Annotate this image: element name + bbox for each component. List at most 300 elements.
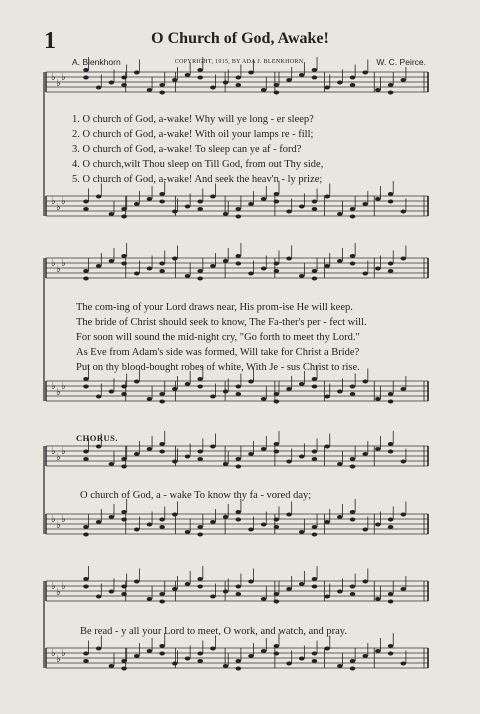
note-head	[286, 257, 292, 261]
note-head	[121, 392, 127, 396]
note-head	[299, 582, 305, 586]
note-head	[197, 207, 203, 211]
note-head	[159, 269, 165, 273]
note-head	[350, 392, 356, 396]
note-head	[83, 76, 89, 80]
note-head	[147, 197, 153, 201]
note-head	[197, 377, 203, 381]
note-head	[324, 195, 330, 199]
note-head	[172, 210, 178, 214]
note-head	[223, 81, 229, 85]
note-head	[388, 525, 394, 529]
note-head	[337, 462, 343, 466]
note-head	[121, 385, 127, 389]
note-head	[299, 73, 305, 77]
note-head	[121, 76, 127, 80]
note-head	[274, 83, 280, 87]
note-head	[375, 649, 381, 653]
note-head	[134, 272, 140, 276]
note-head	[401, 257, 407, 261]
note-head	[134, 452, 140, 456]
note-head	[312, 457, 318, 461]
note-head	[96, 264, 102, 268]
note-head	[261, 447, 267, 451]
flat-symbol: ♭	[61, 581, 66, 592]
note-head	[388, 91, 394, 95]
note-head	[375, 197, 381, 201]
flat-symbol: ♭	[61, 648, 66, 659]
note-head	[159, 392, 165, 396]
composer-credit: W. C. Peirce.	[376, 57, 426, 67]
note-head	[159, 83, 165, 87]
note-head	[236, 457, 242, 461]
note-head	[362, 452, 368, 456]
note-head	[83, 269, 89, 273]
flat-symbol: ♭	[56, 78, 61, 89]
note-head	[248, 380, 254, 384]
note-head	[109, 259, 115, 263]
note-head	[274, 518, 280, 522]
verse-line: The com-ing of your Lord draws near, His prom-ise He will keep.	[76, 302, 353, 313]
note-head	[401, 78, 407, 82]
note-head	[134, 528, 140, 532]
note-head	[197, 200, 203, 204]
note-head	[236, 215, 242, 219]
note-head	[312, 385, 318, 389]
note-head	[172, 78, 178, 82]
note-head	[299, 455, 305, 459]
note-head	[236, 659, 242, 663]
note-head	[286, 662, 292, 666]
note-head	[236, 207, 242, 211]
flat-symbol: ♭	[56, 520, 61, 531]
note-head	[159, 652, 165, 656]
author-credit: A. Blenkhorn	[72, 57, 121, 67]
note-head	[350, 659, 356, 663]
note-head	[210, 647, 216, 651]
note-head	[159, 592, 165, 596]
note-head	[121, 215, 127, 219]
note-head	[362, 272, 368, 276]
note-head	[147, 523, 153, 527]
note-head	[121, 465, 127, 469]
note-head	[401, 460, 407, 464]
flat-symbol: ♭	[51, 196, 56, 207]
note-head	[286, 78, 292, 82]
note-head	[388, 450, 394, 454]
note-head	[121, 659, 127, 663]
note-head	[83, 277, 89, 281]
note-head	[185, 274, 191, 278]
note-head	[274, 392, 280, 396]
note-head	[223, 212, 229, 216]
note-head	[236, 83, 242, 87]
note-head	[109, 590, 115, 594]
note-head	[312, 207, 318, 211]
note-head	[147, 88, 153, 92]
note-head	[96, 595, 102, 599]
note-head	[248, 528, 254, 532]
note-head	[236, 254, 242, 258]
note-head	[299, 205, 305, 209]
note-head	[324, 445, 330, 449]
note-head	[261, 523, 267, 527]
note-head	[197, 652, 203, 656]
note-head	[121, 83, 127, 87]
note-head	[350, 76, 356, 80]
note-head	[388, 392, 394, 396]
flat-symbol: ♭	[51, 514, 56, 525]
verse-line: Put on thy blood-bought robes of white, With Je - sus Christ to rise.	[76, 362, 360, 373]
note-head	[197, 659, 203, 663]
note-head	[134, 71, 140, 75]
note-head	[134, 380, 140, 384]
note-head	[109, 212, 115, 216]
note-head	[83, 659, 89, 663]
note-head	[375, 267, 381, 271]
note-head	[96, 86, 102, 90]
flat-symbol: ♭	[56, 202, 61, 213]
flat-symbol: ♭	[61, 196, 66, 207]
note-head	[185, 657, 191, 661]
note-head	[299, 530, 305, 534]
note-head	[286, 513, 292, 517]
note-head	[312, 652, 318, 656]
note-head	[197, 269, 203, 273]
flat-symbol: ♭	[51, 258, 56, 269]
note-head	[83, 200, 89, 204]
note-head	[375, 597, 381, 601]
note-head	[236, 518, 242, 522]
note-head	[388, 262, 394, 266]
note-head	[388, 192, 394, 196]
note-head	[375, 397, 381, 401]
note-head	[210, 445, 216, 449]
flat-symbol: ♭	[56, 587, 61, 598]
note-head	[312, 533, 318, 537]
note-head	[185, 530, 191, 534]
verse-line: For soon will sound the mid-night cry, "Go forth to meet thy Lord."	[76, 332, 360, 343]
verse-line: 4. O church,wilt Thou sleep on Till God, from out Thy side,	[72, 159, 324, 170]
note-head	[274, 652, 280, 656]
note-head	[362, 380, 368, 384]
note-head	[83, 577, 89, 581]
note-head	[172, 513, 178, 517]
note-head	[401, 513, 407, 517]
note-head	[261, 597, 267, 601]
note-head	[96, 445, 102, 449]
flat-symbol: ♭	[61, 258, 66, 269]
note-head	[350, 385, 356, 389]
chorus-line: O church of God, a - wake To know thy fa - vored day;	[80, 490, 312, 501]
note-head	[299, 274, 305, 278]
note-head	[248, 654, 254, 658]
note-head	[362, 528, 368, 532]
note-head	[172, 387, 178, 391]
note-head	[248, 71, 254, 75]
verse-line: 3. O church of God, a-wake! To sleep can ye af - ford?	[72, 144, 302, 155]
note-head	[223, 590, 229, 594]
note-head	[83, 585, 89, 589]
note-head	[388, 200, 394, 204]
note-head	[274, 262, 280, 266]
flat-symbol: ♭	[61, 446, 66, 457]
note-head	[83, 385, 89, 389]
note-head	[337, 81, 343, 85]
note-head	[96, 647, 102, 651]
note-head	[109, 664, 115, 668]
note-head	[159, 262, 165, 266]
note-head	[121, 510, 127, 514]
note-head	[159, 442, 165, 446]
note-head	[350, 207, 356, 211]
note-head	[388, 269, 394, 273]
flat-symbol: ♭	[56, 452, 61, 463]
note-head	[324, 647, 330, 651]
note-head	[236, 585, 242, 589]
note-head	[159, 644, 165, 648]
note-head	[83, 525, 89, 529]
note-head	[147, 597, 153, 601]
note-head	[312, 450, 318, 454]
note-head	[337, 664, 343, 668]
note-head	[350, 262, 356, 266]
note-head	[261, 397, 267, 401]
note-head	[274, 192, 280, 196]
note-head	[159, 600, 165, 604]
note-head	[236, 592, 242, 596]
note-head	[121, 457, 127, 461]
note-head	[159, 400, 165, 404]
note-head	[159, 525, 165, 529]
note-head	[197, 525, 203, 529]
note-head	[324, 86, 330, 90]
note-head	[312, 76, 318, 80]
copyright-notice: COPYRIGHT, 1915, BY ADA J. BLENKHORN.	[174, 59, 306, 65]
note-head	[223, 259, 229, 263]
note-head	[375, 523, 381, 527]
flat-symbol: ♭	[56, 654, 61, 665]
note-head	[388, 83, 394, 87]
note-head	[274, 600, 280, 604]
note-head	[324, 395, 330, 399]
note-head	[147, 397, 153, 401]
note-head	[210, 595, 216, 599]
note-head	[362, 71, 368, 75]
verse-line: 2. O church of God, a-wake! With oil your lamps re - fill;	[72, 129, 314, 140]
note-head	[236, 465, 242, 469]
hymn-title: O Church of God, Awake!	[151, 30, 329, 47]
note-head	[401, 210, 407, 214]
note-head	[83, 68, 89, 72]
note-head	[185, 582, 191, 586]
note-head	[261, 267, 267, 271]
note-head	[401, 587, 407, 591]
note-head	[197, 577, 203, 581]
flat-symbol: ♭	[56, 387, 61, 398]
note-head	[83, 450, 89, 454]
note-head	[286, 460, 292, 464]
note-head	[350, 510, 356, 514]
note-head	[96, 395, 102, 399]
note-head	[362, 580, 368, 584]
note-head	[337, 390, 343, 394]
note-head	[223, 390, 229, 394]
note-head	[147, 267, 153, 271]
note-head	[312, 68, 318, 72]
note-head	[197, 450, 203, 454]
note-head	[350, 592, 356, 596]
note-head	[83, 207, 89, 211]
note-head	[274, 442, 280, 446]
note-head	[134, 654, 140, 658]
note-head	[185, 205, 191, 209]
note-head	[388, 400, 394, 404]
note-head	[210, 520, 216, 524]
verse-line: 1. O church of God, a-wake! Why will ye long - er sleep?	[72, 114, 314, 125]
note-head	[83, 377, 89, 381]
note-head	[388, 592, 394, 596]
note-head	[312, 585, 318, 589]
note-head	[274, 644, 280, 648]
note-head	[109, 462, 115, 466]
note-head	[337, 259, 343, 263]
note-head	[312, 525, 318, 529]
note-head	[83, 457, 89, 461]
note-head	[197, 533, 203, 537]
note-head	[172, 257, 178, 261]
verse-line: As Eve from Adam's side was formed, Will take for Christ a Bride?	[76, 347, 360, 358]
note-head	[312, 200, 318, 204]
note-head	[274, 525, 280, 529]
note-head	[274, 400, 280, 404]
note-head	[185, 382, 191, 386]
note-head	[236, 667, 242, 671]
note-head	[185, 73, 191, 77]
note-head	[159, 91, 165, 95]
note-head	[172, 460, 178, 464]
chorus-label: CHORUS.	[76, 433, 118, 443]
note-head	[197, 76, 203, 80]
note-head	[210, 264, 216, 268]
note-head	[337, 515, 343, 519]
note-head	[147, 649, 153, 653]
note-head	[375, 447, 381, 451]
note-head	[337, 212, 343, 216]
note-head	[121, 254, 127, 258]
flat-symbol: ♭	[51, 446, 56, 457]
note-head	[121, 262, 127, 266]
note-head	[210, 195, 216, 199]
note-head	[83, 533, 89, 537]
note-head	[312, 659, 318, 663]
note-head	[223, 515, 229, 519]
note-head	[401, 662, 407, 666]
flat-symbol: ♭	[56, 264, 61, 275]
note-head	[223, 462, 229, 466]
note-head	[312, 277, 318, 281]
note-head	[324, 264, 330, 268]
note-head	[337, 590, 343, 594]
flat-symbol: ♭	[61, 381, 66, 392]
note-head	[350, 83, 356, 87]
flat-symbol: ♭	[51, 381, 56, 392]
note-head	[109, 390, 115, 394]
note-head	[172, 662, 178, 666]
note-head	[274, 200, 280, 204]
note-head	[134, 580, 140, 584]
note-head	[197, 457, 203, 461]
note-head	[236, 262, 242, 266]
note-head	[312, 377, 318, 381]
note-head	[121, 207, 127, 211]
note-head	[274, 269, 280, 273]
note-head	[96, 520, 102, 524]
note-head	[274, 91, 280, 95]
note-head	[375, 88, 381, 92]
flat-symbol: ♭	[51, 581, 56, 592]
note-head	[286, 210, 292, 214]
note-head	[159, 200, 165, 204]
note-head	[388, 518, 394, 522]
note-head	[324, 595, 330, 599]
note-head	[109, 81, 115, 85]
note-head	[350, 457, 356, 461]
note-head	[401, 387, 407, 391]
note-head	[197, 277, 203, 281]
note-head	[286, 387, 292, 391]
note-head	[172, 587, 178, 591]
note-head	[210, 395, 216, 399]
note-head	[388, 652, 394, 656]
note-head	[350, 667, 356, 671]
note-head	[109, 515, 115, 519]
note-head	[121, 518, 127, 522]
note-head	[83, 652, 89, 656]
note-head	[286, 587, 292, 591]
note-head	[350, 254, 356, 258]
note-head	[274, 450, 280, 454]
note-head	[159, 192, 165, 196]
note-head	[121, 585, 127, 589]
flat-symbol: ♭	[61, 514, 66, 525]
note-head	[236, 76, 242, 80]
note-head	[299, 382, 305, 386]
flat-symbol: ♭	[61, 72, 66, 83]
note-head	[350, 518, 356, 522]
note-head	[388, 644, 394, 648]
hymn-number: 1	[44, 28, 56, 54]
note-head	[350, 215, 356, 219]
note-head	[197, 385, 203, 389]
note-head	[274, 592, 280, 596]
note-head	[324, 520, 330, 524]
note-head	[236, 392, 242, 396]
note-head	[261, 197, 267, 201]
flat-symbol: ♭	[51, 72, 56, 83]
note-head	[159, 518, 165, 522]
note-head	[159, 450, 165, 454]
note-head	[362, 654, 368, 658]
note-head	[236, 385, 242, 389]
note-head	[388, 442, 394, 446]
note-head	[350, 585, 356, 589]
note-head	[312, 577, 318, 581]
note-head	[248, 272, 254, 276]
note-head	[210, 86, 216, 90]
note-head	[350, 465, 356, 469]
chorus-line: Be read - y all your Lord to meet, O work, and watch, and pray.	[80, 626, 347, 637]
